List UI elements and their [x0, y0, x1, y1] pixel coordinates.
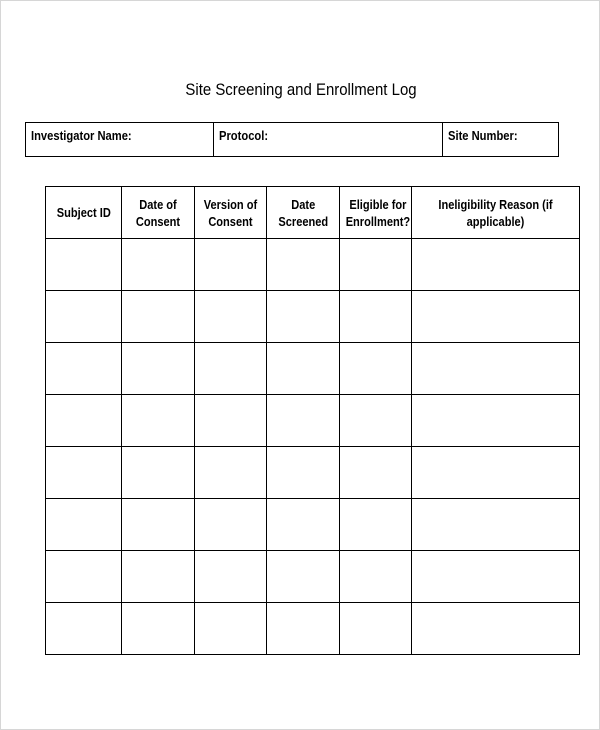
cell-subject-id[interactable]	[46, 291, 122, 343]
cell-version-of-consent[interactable]	[195, 239, 267, 291]
cell-eligible-for-enrollment[interactable]	[340, 343, 412, 395]
cell-date-screened[interactable]	[267, 499, 340, 551]
cell-ineligibility-reason[interactable]	[412, 551, 580, 603]
cell-eligible-for-enrollment[interactable]	[340, 603, 412, 655]
cell-eligible-for-enrollment[interactable]	[340, 499, 412, 551]
site-number-field[interactable]	[443, 123, 559, 157]
cell-eligible-for-enrollment[interactable]	[340, 239, 412, 291]
cell-version-of-consent[interactable]	[195, 551, 267, 603]
cell-date-of-consent[interactable]	[122, 551, 195, 603]
cell-eligible-for-enrollment[interactable]	[340, 291, 412, 343]
cell-date-screened[interactable]	[267, 343, 340, 395]
cell-version-of-consent[interactable]	[195, 291, 267, 343]
cell-subject-id[interactable]	[46, 603, 122, 655]
cell-date-of-consent[interactable]	[122, 395, 195, 447]
cell-subject-id[interactable]	[46, 343, 122, 395]
cell-ineligibility-reason[interactable]	[412, 499, 580, 551]
cell-ineligibility-reason[interactable]	[412, 603, 580, 655]
protocol-field[interactable]	[214, 123, 443, 157]
site-number-label: Site Number:	[448, 128, 518, 143]
table-row	[46, 603, 580, 655]
cell-eligible-for-enrollment[interactable]	[340, 395, 412, 447]
cell-ineligibility-reason[interactable]	[412, 239, 580, 291]
header-info-table	[25, 122, 559, 157]
cell-ineligibility-reason[interactable]	[412, 395, 580, 447]
cell-date-screened[interactable]	[267, 447, 340, 499]
cell-date-screened[interactable]	[267, 239, 340, 291]
table-row	[46, 499, 580, 551]
cell-ineligibility-reason[interactable]	[412, 343, 580, 395]
document-title: Site Screening and Enrollment Log	[185, 80, 417, 99]
cell-version-of-consent[interactable]	[195, 447, 267, 499]
cell-subject-id[interactable]	[46, 395, 122, 447]
cell-date-screened[interactable]	[267, 291, 340, 343]
cell-eligible-for-enrollment[interactable]	[340, 447, 412, 499]
cell-subject-id[interactable]	[46, 499, 122, 551]
column-header-date-screened: Date Screened	[267, 187, 340, 239]
table-row	[46, 447, 580, 499]
cell-subject-id[interactable]	[46, 551, 122, 603]
cell-version-of-consent[interactable]	[195, 343, 267, 395]
cell-date-of-consent[interactable]	[122, 603, 195, 655]
cell-subject-id[interactable]	[46, 239, 122, 291]
column-header-subject-id: Subject ID	[46, 187, 122, 239]
cell-date-of-consent[interactable]	[122, 291, 195, 343]
cell-version-of-consent[interactable]	[195, 499, 267, 551]
protocol-label: Protocol:	[219, 128, 269, 143]
cell-ineligibility-reason[interactable]	[412, 447, 580, 499]
cell-date-screened[interactable]	[267, 603, 340, 655]
cell-subject-id[interactable]	[46, 447, 122, 499]
cell-version-of-consent[interactable]	[195, 603, 267, 655]
table-row	[46, 395, 580, 447]
column-header-ineligibility-reason: Ineligibility Reason (if applicable)	[412, 187, 580, 239]
table-header-row	[46, 187, 580, 239]
table-row	[46, 239, 580, 291]
cell-date-of-consent[interactable]	[122, 239, 195, 291]
table-row	[46, 291, 580, 343]
investigator-name-label: Investigator Name:	[31, 128, 132, 143]
column-header-eligible-for-enrollment: Eligible for Enrollment?	[340, 187, 412, 239]
cell-version-of-consent[interactable]	[195, 395, 267, 447]
cell-date-screened[interactable]	[267, 395, 340, 447]
column-header-version-of-consent: Version of Consent	[195, 187, 267, 239]
cell-eligible-for-enrollment[interactable]	[340, 551, 412, 603]
column-header-date-of-consent: Date of Consent	[122, 187, 195, 239]
cell-date-of-consent[interactable]	[122, 343, 195, 395]
cell-ineligibility-reason[interactable]	[412, 291, 580, 343]
table-body	[46, 239, 580, 655]
cell-date-screened[interactable]	[267, 551, 340, 603]
cell-date-of-consent[interactable]	[122, 499, 195, 551]
cell-date-of-consent[interactable]	[122, 447, 195, 499]
table-row	[46, 343, 580, 395]
investigator-name-field[interactable]	[26, 123, 214, 157]
enrollment-log-table	[45, 186, 580, 655]
table-row	[46, 551, 580, 603]
